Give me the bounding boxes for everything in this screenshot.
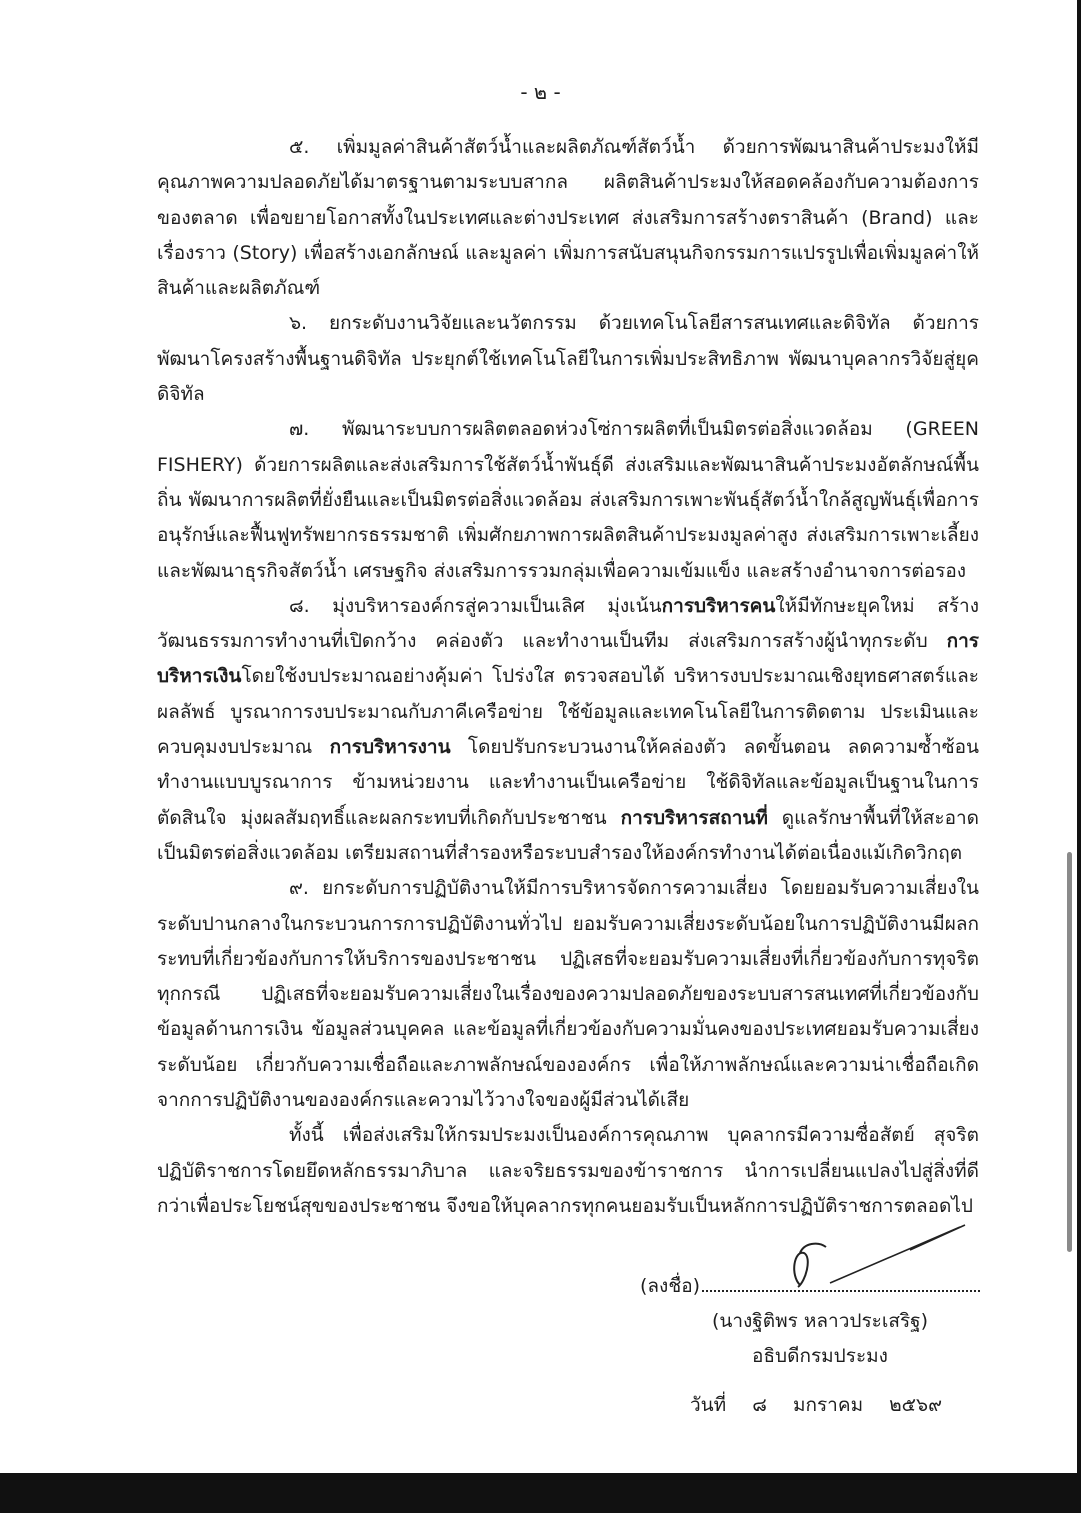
paragraph-8 bbox=[157, 589, 979, 871]
paragraph-8-text: ๘. มุ่งบริหารองค์กรสู่ความเป็นเลิศ มุ่งเน้น bbox=[289, 594, 662, 617]
sign-line bbox=[640, 1268, 980, 1304]
date-month: มกราคม bbox=[792, 1394, 864, 1416]
dotted-line bbox=[702, 1268, 980, 1292]
closing-paragraph: ทั้งนี้ เพื่อส่งเสริมให้กรมประมงเป็นองค์การคุณภาพ บุคลากรมีความซื่อสัตย์ สุจริต ปฏิบัติราชการโดยยึดหลักธรรมาภิบาล และจริยธรรมของข้าราชการ นำการเปลี่ยนแปลงไปสู่สิ่งที่ดีกว่าเพื่อประโยชน์สุขของประชาชน จึงขอให้บุคลากรทุกคนยอมรับเป็นหลักการปฏิบัติราชการตลอดไป bbox=[157, 1124, 979, 1217]
sign-label: (ลงชื่อ) bbox=[640, 1275, 701, 1297]
bold-facility-management: การบริหารสถานที่ bbox=[620, 806, 768, 829]
signer-name: (นางฐิติพร หลาวประเสริฐ) bbox=[711, 1310, 929, 1332]
date-line bbox=[690, 1390, 962, 1420]
bold-people-management: การบริหารคน bbox=[661, 594, 776, 617]
paragraph-9: ๙. ยกระดับการปฏิบัติงานให้มีการบริหารจัดการความเสี่ยง โดยยอมรับความเสี่ยงในระดับปานกลางในกระบวนการการปฏิบัติงานทั่วไป ยอมรับความเสี่ยงระดับน้อยในการปฏิบัติงานมีผลกระทบที่เกี่ยวข้องกับการให้บริการของประชาชน ปฏิเสธที่จะยอมรับความเสี่ยงที่เกี่ยวข้องกับการทุจริตทุกกรณี ปฏิเสธที่จะยอมรับความเสี่ยงในเรื่องของความปลอดภัยของระบบสารสนเทศที่เกี่ยวข้องกับข้อมูลด้านการเงิน ข้อมูลส่วนบุคคล และข้อมูลที่เกี่ยวข้องกับความมั่นคงของประเทศยอมรับความเสี่ยงระดับน้อย เกี่ยวกับความเชื่อถือและภาพลักษณ์ขององค์กร เพื่อให้ภาพลักษณ์และความน่าเชื่อถือเกิดจากการปฏิบัติงานขององค์กรและความไว้วางใจของผู้มีส่วนได้เสีย bbox=[157, 877, 979, 1112]
paragraph-8-text: โดยใช้งบประมาณอย่างคุ้มค่า โปร่งใส ตรวจสอบได้ บริหารงบประมาณเชิงยุทธศาสตร์และผลลัพธ์ บูรณาการงบประมาณกับภาคีเครือข่าย ใช้ข้อมูลและเทคโนโลยีในการติดตาม ประเมินและควบคุมงบประมาณ bbox=[157, 665, 979, 759]
date-day: ๘ bbox=[752, 1394, 767, 1416]
date-year: ๒๕๖๙ bbox=[889, 1394, 943, 1416]
scrollbar[interactable] bbox=[1067, 852, 1072, 1252]
bold-finance-management: การบริหารเงิน bbox=[157, 630, 979, 688]
date-label: วันที่ bbox=[690, 1394, 727, 1416]
paragraph-8-text: ให้มีทักษะยุคใหม่ สร้างวัฒนธรรมการทำงานที่เปิดกว้าง คล่องตัว และทำงานเป็นทีม ส่งเสริมการสร้างผู้นำทุกระดับ bbox=[157, 594, 979, 653]
paragraph-5: ๕. เพิ่มมูลค่าสินค้าสัตว์น้ำและผลิตภัณฑ์สัตว์น้ำ ด้วยการพัฒนาสินค้าประมงให้มีคุณภาพความปลอดภัยได้มาตรฐานตามระบบสากล ผลิตสินค้าประมงให้สอดคล้องกับความต้องการของตลาด เพื่อขยายโอกาสทั้งในประเทศและต่างประเทศ ส่งเสริมการสร้างตราสินค้า (Brand) และเรื่องราว (Story) เพื่อสร้างเอกลักษณ์ และมูลค่า เพิ่มการสนับสนุนกิจกรรมการแปรรูปเพื่อเพิ่มมูลค่าให้สินค้าและผลิตภัณฑ์ bbox=[157, 136, 979, 300]
paragraph-7: ๗. พัฒนาระบบการผลิตตลอดห่วงโซ่การผลิตที่เป็นมิตรต่อสิ่งแวดล้อม (GREEN FISHERY) ด้วยการผลิตและส่งเสริมการใช้สัตว์น้ำพันธุ์ดี ส่งเสริมและพัฒนาสินค้าประมงอัตลักษณ์พื้นถิ่น พัฒนาการผลิตที่ยั่งยืนและเป็นมิตรต่อสิ่งแวดล้อม ส่งเสริมการเพาะพันธุ์สัตว์น้ำใกล้สูญพันธุ์เพื่อการอนุรักษ์และฟื้นฟูทรัพยากรธรรมชาติ เพิ่มศักยภาพการผลิตสินค้าประมงมูลค่าสูง ส่งเสริมการเพาะเลี้ยงและพัฒนาธุรกิจสัตว์น้ำ เศรษฐกิจ ส่งเสริมการรวมกลุ่มเพื่อความเข้มแข็ง และสร้างอำนาจการต่อรอง bbox=[157, 418, 979, 582]
signature-block bbox=[640, 1268, 980, 1374]
paragraph-8-text: โดยปรับกระบวนงานให้คล่องตัว ลดขั้นตอน ลดความซ้ำซ้อน ทำงานแบบบูรณาการ ข้ามหน่วยงาน และทำงานเป็นเครือข่าย ใช้ดิจิทัลและข้อมูลเป็นฐานในการตัดสินใจ มุ่งผลสัมฤทธิ์และผลกระทบที่เกิดกับประชาชน bbox=[157, 736, 980, 829]
paragraph-6: ๖. ยกระดับงานวิจัยและนวัตกรรม ด้วยเทคโนโลยีสารสนเทศและดิจิทัล ด้วยการพัฒนาโครงสร้างพื้นฐานดิจิทัล ประยุกต์ใช้เทคโนโลยีในการเพิ่มประสิทธิภาพ พัฒนาบุคลากรวิจัยสู่ยุคดิจิทัล bbox=[157, 312, 979, 406]
page-number: - ๒ - bbox=[520, 80, 561, 104]
document-body bbox=[157, 130, 979, 1224]
signer-position: อธิบดีกรมประมง bbox=[752, 1345, 888, 1367]
bold-work-management: การบริหารงาน bbox=[329, 736, 451, 759]
paragraph-8-text: ดูแลรักษาพื้นที่ให้สะอาด เป็นมิตรต่อสิ่งแวดล้อม เตรียมสถานที่สำรองหรือระบบสำรองให้องค์กรทำงานได้ต่อเนื่องแม้เกิดวิกฤต bbox=[157, 806, 980, 864]
